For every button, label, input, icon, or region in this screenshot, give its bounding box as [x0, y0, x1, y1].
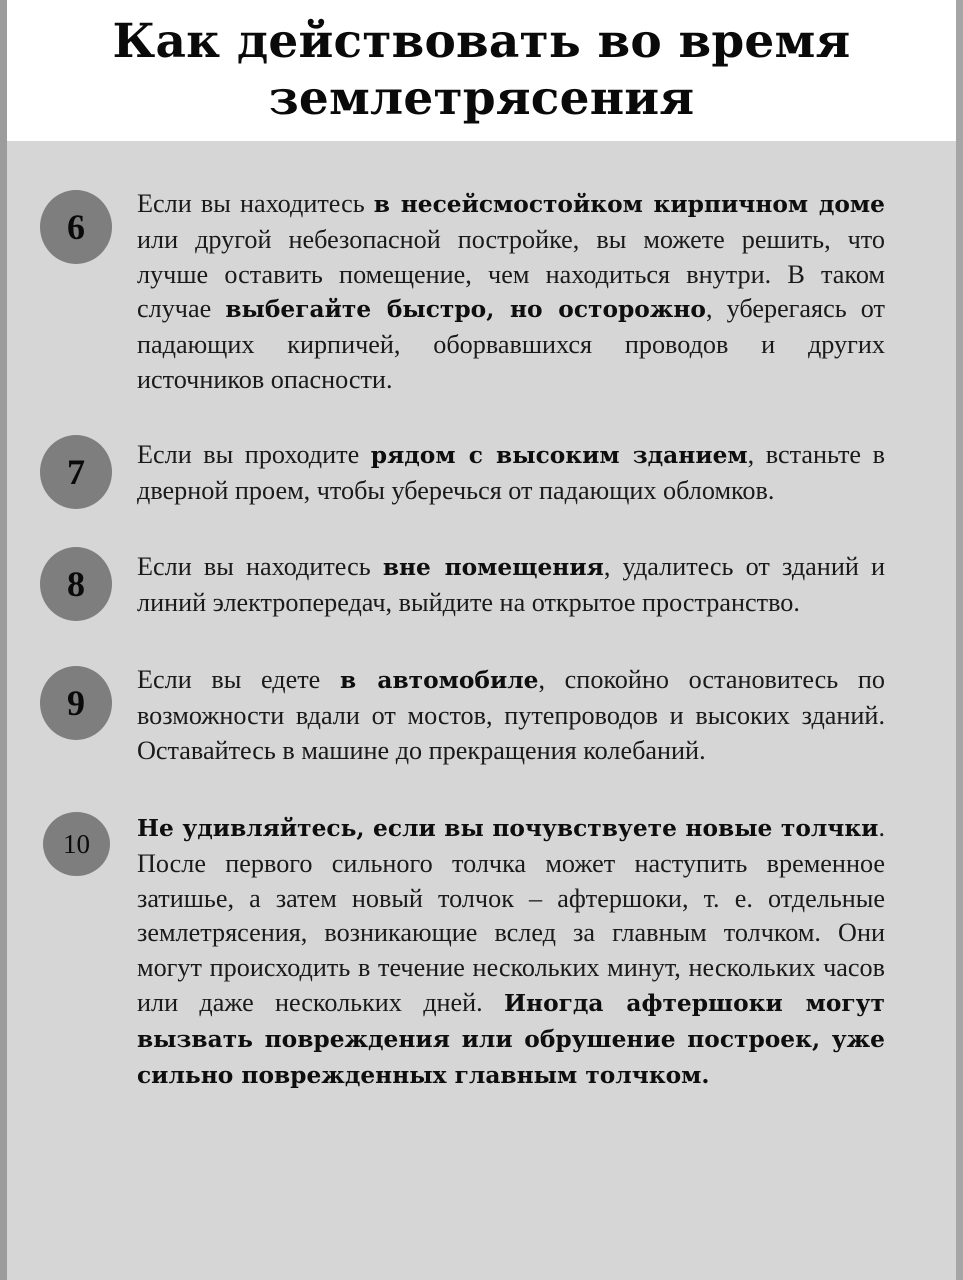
step-number-badge: 7 [40, 435, 112, 509]
emphasis-text: в автомобиле [339, 667, 539, 694]
text-run: или другой небезопасной постройке, вы можете решить, что лучше оставить помещение, чем находиться внутри. В таком случае [137, 224, 885, 324]
right-border [956, 0, 963, 1280]
text-run: . После первого сильного толчка может наступить временное затишье, а затем новый толчок – афтершоки, т. е. отдельные землетрясения, возникающие вслед за главным толчком. Они могут происходить в течение нескольких минут, нескольких часов или даже нескольких дней. [137, 813, 885, 1017]
text-run: Если вы находитесь [137, 552, 383, 581]
emphasis-text: Иногда афтершоки могут вызвать повреждения или обрушение построек, уже сильно поврежденных главным толчком. [137, 989, 885, 1089]
emphasis-text: выбегайте быстро, но осторожно [225, 296, 706, 324]
instruction-text [137, 811, 885, 1093]
instruction-text [137, 550, 885, 621]
page-title [7, 13, 956, 127]
text-run: , уберегаясь от падающих кирпичей, оборвавшихся проводов и других источников опасности. [137, 294, 885, 394]
emphasis-text: вне помещения [382, 554, 604, 581]
text-run: , удалитесь от зданий и линий электропередач, выйдите на открытое пространство. [137, 552, 886, 617]
page-title-line-1: Как действовать во время [112, 14, 851, 69]
instruction-text [137, 187, 885, 398]
emphasis-text: рядом с высоким зданием [370, 442, 748, 469]
step-number-badge: 8 [40, 547, 112, 621]
step-number-badge: 6 [40, 190, 112, 264]
text-run: , спокойно остановитесь по возможности вдали от мостов, путепроводов и высоких зданий. Оставайтесь в машине до прекращения колебаний. [137, 665, 885, 765]
text-run: Если вы едете [137, 665, 340, 694]
instruction-text [137, 663, 885, 768]
instructions-list [7, 141, 956, 1280]
emphasis-text: в несейсмостойком кирпичном доме [373, 191, 885, 218]
text-run: , встаньте в дверной проем, чтобы уберечься от падающих обломков. [137, 440, 885, 505]
title-block [7, 0, 956, 141]
left-border [0, 0, 7, 1280]
step-number-badge: 10 [43, 812, 110, 876]
page-title-line-2: землетрясения [268, 71, 695, 126]
text-run: Если вы находитесь [137, 189, 374, 218]
step-number-badge: 9 [40, 666, 112, 740]
instruction-text [137, 438, 885, 509]
emphasis-text: Не удивляйтесь, если вы почувствуете новые толчки [137, 815, 879, 842]
text-run: Если вы проходите [137, 440, 371, 469]
